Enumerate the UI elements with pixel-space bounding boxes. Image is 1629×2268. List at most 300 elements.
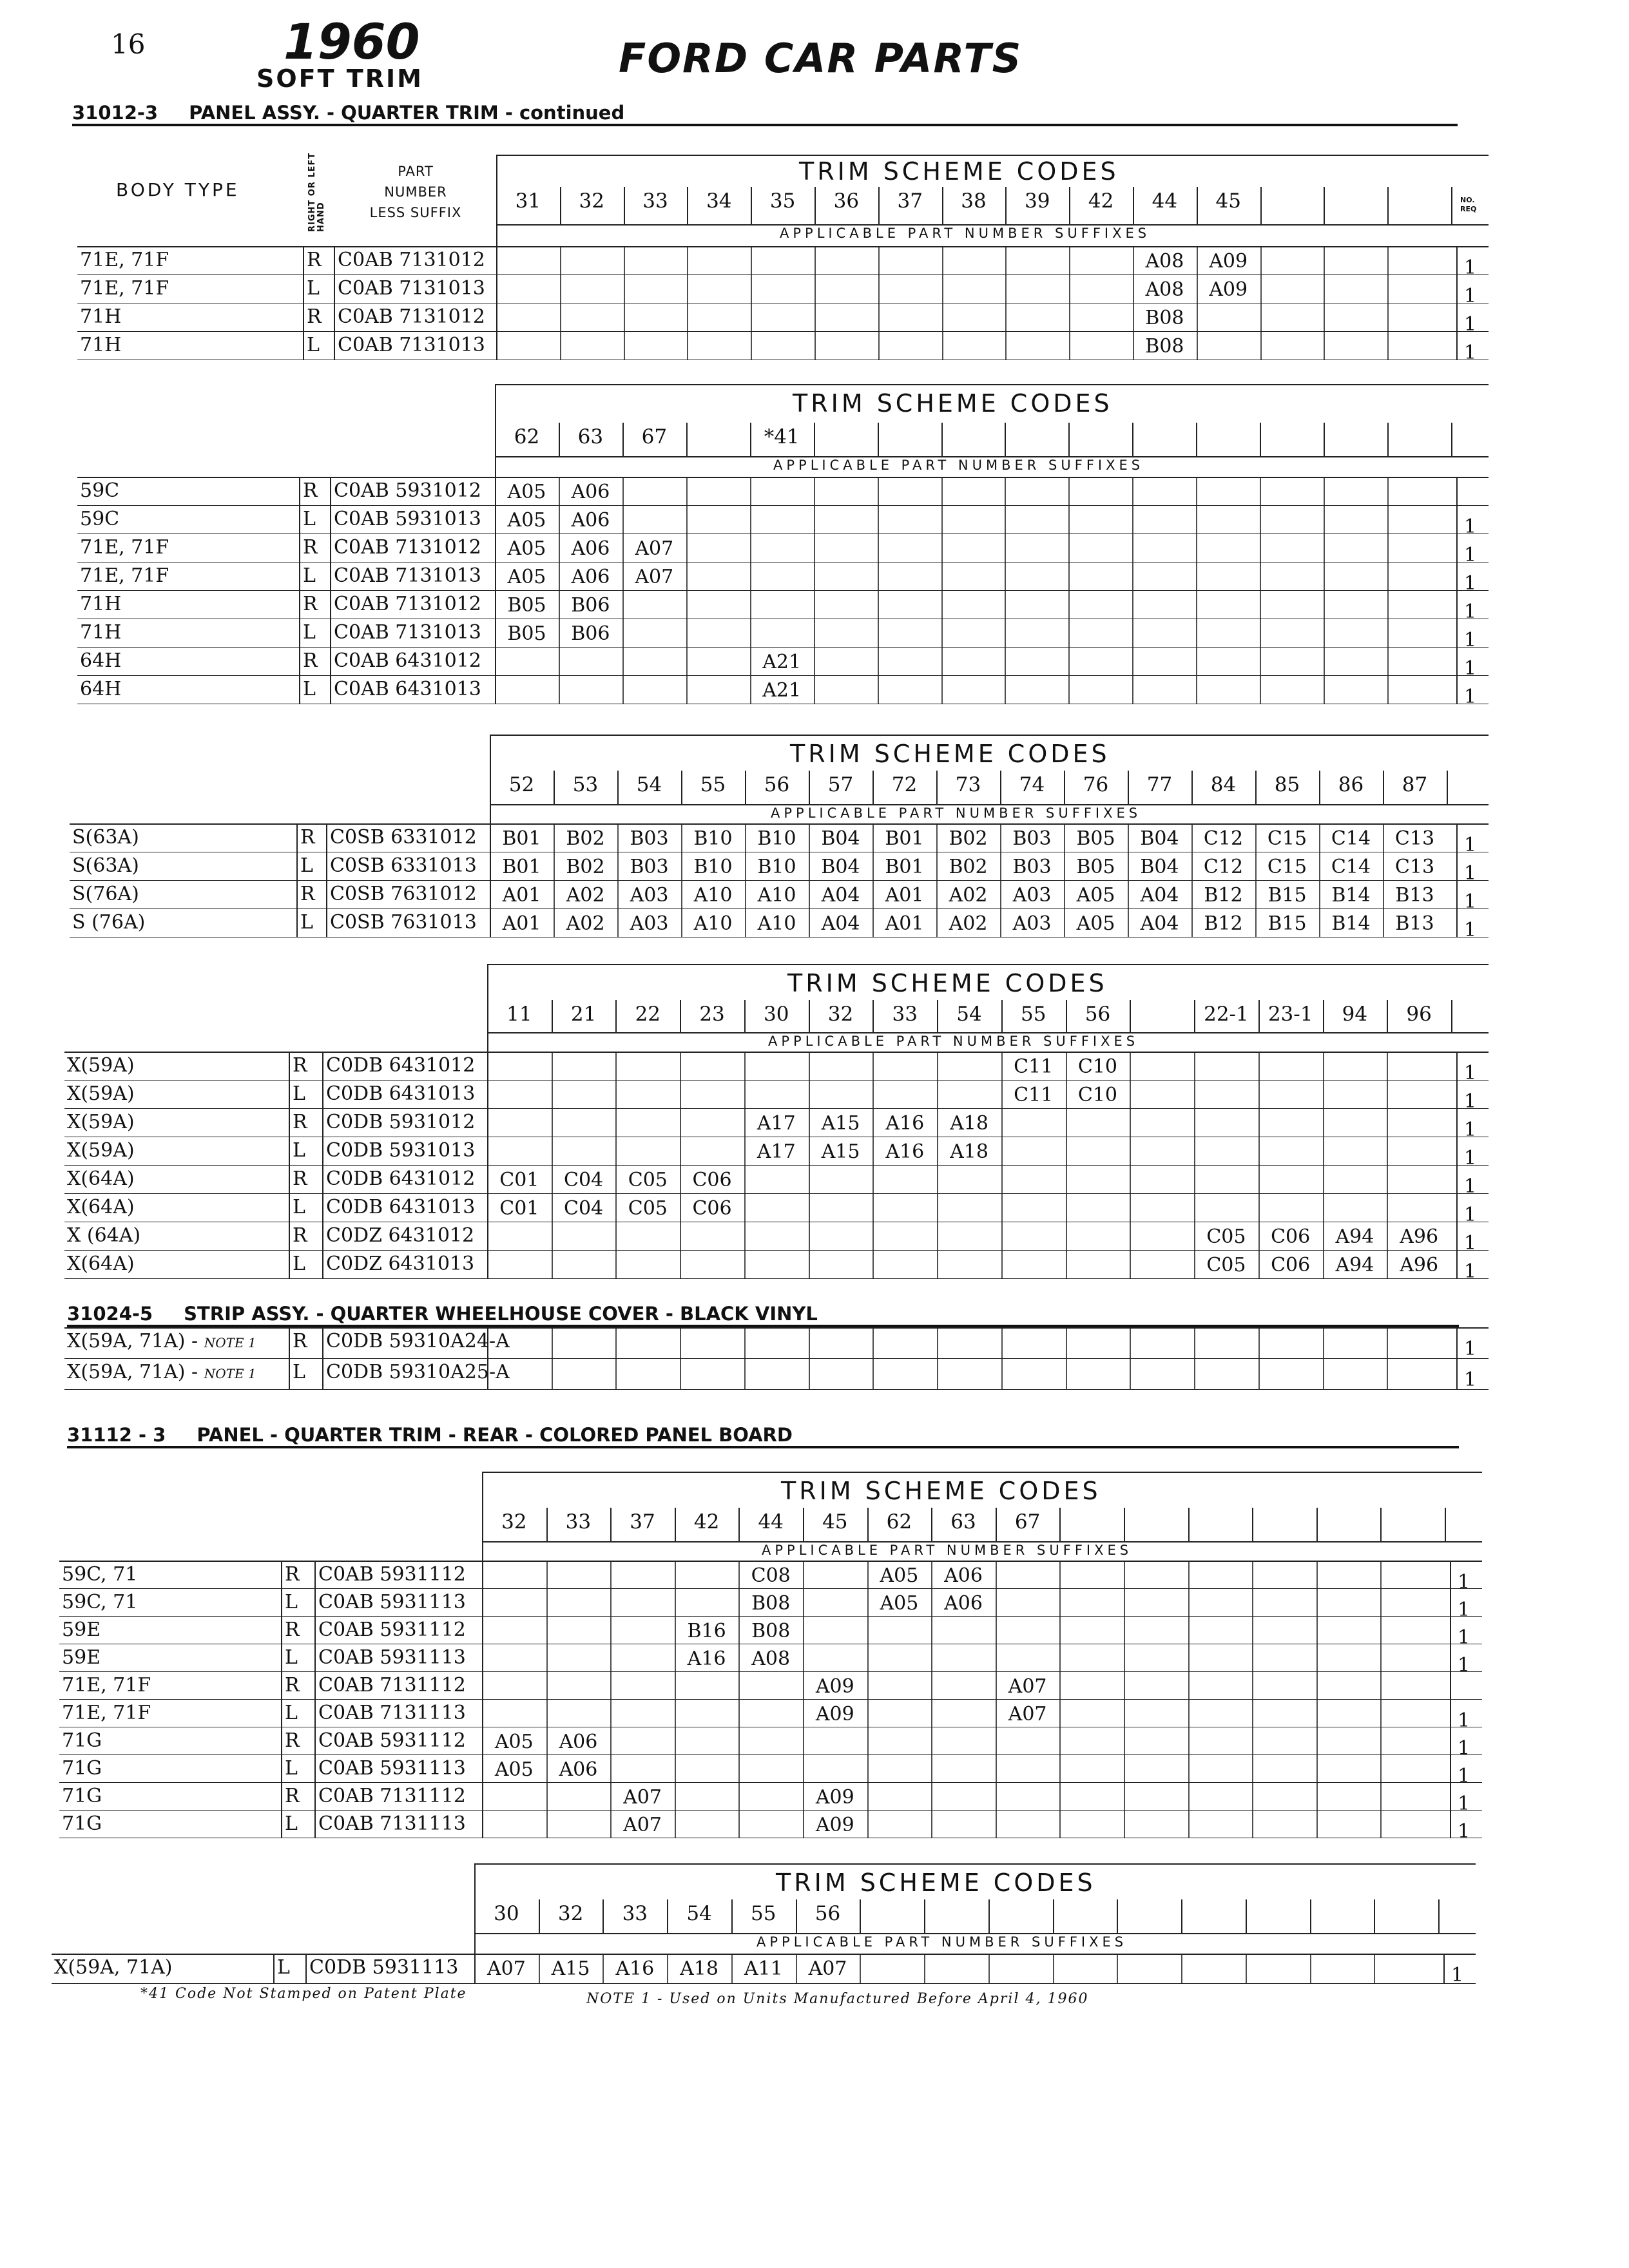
body-type-cell: 71G (62, 1812, 102, 1835)
header-top-rule (482, 1472, 1482, 1473)
qty-cell: 1 (1464, 629, 1477, 651)
code-divider (1451, 423, 1452, 456)
qty-cell: 1 (1464, 1260, 1477, 1283)
row-rule (77, 647, 1489, 648)
body-type-cell: X(59A) (67, 1082, 135, 1105)
qty-cell: 1 (1458, 1626, 1470, 1649)
suffix-cell: C14 (1331, 827, 1371, 850)
part-number-cell: C0AB 6431013 (334, 678, 481, 700)
note-ref: NOTE 1 (204, 1335, 256, 1350)
row-rule (77, 590, 1489, 591)
row-rule (64, 1250, 1489, 1251)
qty-cell: 1 (1464, 1062, 1477, 1084)
suffix-cell: B06 (571, 594, 610, 617)
suffix-cell: A09 (1209, 250, 1248, 273)
body-type-cell: X(64A) (67, 1253, 135, 1275)
qty-cell: 1 (1458, 1765, 1470, 1787)
code-divider (1451, 1000, 1452, 1032)
trim-code: 96 (1406, 1003, 1432, 1026)
suffix-cell: A07 (635, 566, 674, 588)
code-divider (1196, 423, 1197, 456)
suffix-cell: C06 (692, 1197, 732, 1220)
trim-scheme-codes-label: TRIM SCHEME CODES (787, 969, 1108, 997)
hand-cell: R (303, 536, 318, 559)
qty-cell: 1 (1458, 1599, 1470, 1621)
suffix-cell: B01 (502, 827, 541, 850)
part-number-cell: C0DZ 6431012 (326, 1224, 475, 1247)
suffix-cell: A03 (630, 912, 669, 935)
trim-scheme-codes-label: TRIM SCHEME CODES (793, 389, 1113, 418)
trim-code: 86 (1338, 773, 1364, 796)
part-number-cell: C0AB 5931112 (318, 1619, 466, 1641)
part-number-cell: C0DB 59310A25-A (326, 1361, 510, 1383)
suffix-cell: A15 (821, 1112, 860, 1135)
suffix-cell: C05 (628, 1197, 668, 1220)
trim-code: 62 (514, 425, 540, 448)
body-type-cell: X(64A) (67, 1196, 135, 1218)
qty-cell: 1 (1464, 1090, 1477, 1113)
section-number: 31024-5 (67, 1303, 153, 1325)
footnote-note-1: NOTE 1 - Used on Units Manufactured Before April 4, 1960 (586, 1991, 1089, 2007)
suffix-cell: C08 (751, 1564, 791, 1587)
body-type-cell: 59C (80, 508, 120, 530)
hand-cell: L (307, 334, 320, 356)
suffix-cell: C13 (1394, 827, 1435, 850)
qty-cell: 1 (1464, 686, 1477, 708)
trim-code: 42 (1088, 189, 1114, 213)
part-number-cell: C0DB 6431012 (326, 1168, 476, 1190)
qty-cell: 1 (1458, 1737, 1470, 1760)
trim-code: 55 (700, 773, 726, 796)
suffix-cell: B08 (751, 1592, 791, 1615)
trim-scheme-codes-label: TRIM SCHEME CODES (776, 1869, 1096, 1897)
suffix-cell: B03 (1012, 856, 1052, 878)
row-rule (77, 533, 1489, 534)
trim-code: 37 (897, 189, 923, 213)
section-number: 31012-3 (72, 102, 159, 124)
grid-col-rule (988, 1954, 990, 1983)
trim-code: 32 (557, 1902, 584, 1925)
suffix-cell: A11 (744, 1957, 783, 1980)
suffix-cell: A09 (815, 1786, 854, 1809)
suffix-cell: A94 (1335, 1254, 1374, 1276)
part-number-header (342, 161, 490, 223)
trim-code: 56 (764, 773, 790, 796)
suffix-cell: B02 (949, 827, 988, 850)
rows-top-rule (70, 823, 1489, 825)
suffix-cell: B04 (1140, 827, 1179, 850)
row-rule (64, 1358, 1489, 1359)
part-number-cell: C0DB 6431013 (326, 1082, 476, 1105)
part-number-cell: C0SB 7631012 (330, 883, 477, 905)
note-ref: NOTE 1 (204, 1366, 256, 1381)
suffix-cell: C05 (1206, 1254, 1246, 1276)
body-type-cell: X(59A) (67, 1111, 135, 1133)
body-type-cell: X(59A, 71A) - NOTE 1 (67, 1361, 256, 1383)
code-divider (1005, 423, 1006, 456)
section-text: STRIP ASSY. - QUARTER WHEELHOUSE COVER - BLACK VINYL (184, 1303, 818, 1325)
hand-cell: L (293, 1196, 305, 1218)
qty-cell: 1 (1464, 515, 1477, 538)
suffix-cell: A04 (821, 884, 860, 907)
body-type-cell: 71H (80, 593, 122, 615)
suffix-cell: B03 (1012, 827, 1052, 850)
suffix-cell: A07 (808, 1957, 847, 1980)
part-number-cell: C0AB 7131113 (318, 1812, 466, 1835)
suffix-cell: B01 (502, 856, 541, 878)
code-divider (1451, 187, 1452, 224)
trim-code: 55 (1020, 1003, 1046, 1026)
trim-code: 21 (570, 1003, 597, 1026)
suffix-cell: C01 (499, 1169, 539, 1191)
suffix-cell: B05 (507, 622, 546, 645)
suffix-cell: A16 (885, 1112, 925, 1135)
suffix-cell: A06 (571, 481, 610, 503)
part-number-cell: C0AB 7131113 (318, 1702, 466, 1724)
suffix-cell: B05 (507, 594, 546, 617)
trim-code: 22 (635, 1003, 661, 1026)
section-heading-31112 (67, 1424, 793, 1446)
body-type-cell: X (64A) (67, 1224, 141, 1247)
hand-cell: R (300, 826, 315, 849)
body-type-cell: X(64A) (67, 1168, 135, 1190)
suffix-cell: A05 (1076, 912, 1115, 935)
trim-code: 11 (506, 1003, 532, 1026)
row-rule (64, 1165, 1489, 1166)
part-number-cell: C0AB 7131012 (338, 249, 485, 271)
section-rule (67, 1325, 1459, 1327)
hand-cell: L (293, 1253, 305, 1275)
qty-cell: 1 (1464, 601, 1477, 623)
part-number-cell: C0AB 5931013 (334, 508, 481, 530)
header-top-rule (495, 384, 1489, 385)
suffix-cell: A05 (880, 1592, 919, 1615)
body-type-cell: 71E, 71F (80, 536, 169, 559)
hand-cell: L (303, 564, 316, 587)
applicable-suffixes-label: APPLICABLE PART NUMBER SUFFIXES (757, 1934, 1128, 1950)
hand-cell: R (285, 1563, 300, 1586)
rows-top-rule (59, 1561, 1482, 1562)
qty-cell: 1 (1464, 341, 1477, 364)
hand-cell: L (300, 854, 313, 877)
suffix-cell: C01 (499, 1197, 539, 1220)
suffix-cell: A09 (815, 1814, 854, 1836)
suffix-cell: A04 (1140, 912, 1179, 935)
qty-cell: 1 (1464, 919, 1477, 941)
rows-top-rule (77, 477, 1489, 478)
row-rule (70, 880, 1489, 881)
part-number-cell: C0AB 7131013 (334, 621, 481, 644)
suffix-cell: C06 (1271, 1225, 1311, 1248)
trim-scheme-codes-label: TRIM SCHEME CODES (790, 740, 1110, 768)
suffix-cell: A02 (566, 912, 605, 935)
body-type-cell: 71E, 71F (62, 1674, 151, 1696)
code-divider (1316, 1508, 1318, 1541)
section-text: PANEL - QUARTER TRIM - REAR - COLORED PANEL BOARD (197, 1424, 793, 1446)
part-number-cell: C0DB 5931113 (309, 1956, 459, 1979)
applicable-suffixes-label: APPLICABLE PART NUMBER SUFFIXES (762, 1542, 1133, 1558)
part-number-cell: C0AB 5931113 (318, 1591, 466, 1613)
footnote-41-code: *41 Code Not Stamped on Patent Plate (140, 1986, 467, 2002)
code-divider (1059, 1508, 1061, 1541)
trim-code: 35 (769, 189, 796, 213)
code-divider (1447, 771, 1448, 804)
trim-code: 45 (822, 1510, 848, 1533)
suffix-cell: B15 (1268, 884, 1307, 907)
hand-cell: L (300, 911, 313, 934)
part-number-cell: C0AB 6431012 (334, 649, 481, 672)
section-rule (67, 1446, 1459, 1448)
suffix-cell: C10 (1077, 1055, 1118, 1078)
suffix-cell: A05 (494, 1731, 534, 1753)
body-type-cell: 59C, 71 (62, 1563, 138, 1586)
rows-top-rule (77, 246, 1489, 247)
code-divider (1252, 1508, 1253, 1541)
suffix-cell: B02 (566, 827, 605, 850)
suffix-cell: A10 (693, 912, 733, 935)
grid-col-rule (1246, 1954, 1247, 1983)
suffix-cell: B12 (1204, 912, 1243, 935)
suffix-cell: A21 (762, 679, 802, 702)
suffix-cell: A96 (1400, 1225, 1439, 1248)
suffix-cell: A02 (566, 884, 605, 907)
suffix-cell: A18 (950, 1112, 988, 1135)
suffix-cell: A03 (630, 884, 669, 907)
section-heading-31012 (72, 102, 624, 124)
suffix-cell: B13 (1395, 912, 1434, 935)
less-suffix-label: LESS SUFFIX (369, 205, 462, 220)
hand-cell: R (293, 1111, 307, 1133)
code-divider (1324, 187, 1325, 224)
qty-cell: 1 (1464, 1232, 1477, 1254)
qty-cell: 1 (1464, 285, 1477, 307)
body-type-cell: X(59A) (67, 1054, 135, 1077)
row-rule (64, 1193, 1489, 1194)
qty-cell: 1 (1464, 1338, 1477, 1360)
rows-top-rule (64, 1052, 1489, 1053)
section-heading-31024 (67, 1303, 818, 1325)
code-divider (1188, 1508, 1190, 1541)
suffix-cell: C11 (1014, 1084, 1054, 1106)
suffix-cell: B15 (1268, 912, 1307, 935)
row-rule (59, 1588, 1482, 1589)
qty-cell: 1 (1458, 1654, 1470, 1677)
row-rule (52, 1983, 1476, 1984)
suffix-cell: C12 (1203, 827, 1244, 850)
qty-cell: 1 (1464, 1147, 1477, 1169)
qty-cell: 1 (1464, 657, 1477, 680)
hand-cell: L (307, 277, 320, 300)
body-type-cell: 71G (62, 1757, 102, 1780)
row-rule (59, 1782, 1482, 1783)
hand-cell: R (285, 1674, 300, 1696)
suffix-cell: A16 (615, 1957, 655, 1980)
suffix-cell: A06 (559, 1731, 598, 1753)
suffix-cell: B05 (1076, 827, 1115, 850)
section-number: 31112 - 3 (67, 1424, 166, 1446)
trim-code: 67 (1014, 1510, 1041, 1533)
code-divider (1374, 1899, 1375, 1933)
row-rule (77, 675, 1489, 676)
trim-code: 44 (758, 1510, 784, 1533)
number-label: NUMBER (384, 184, 447, 200)
qty-cell: 1 (1458, 1709, 1470, 1732)
row-rule (64, 1278, 1489, 1279)
part-number-cell: C0AB 5931112 (318, 1729, 466, 1752)
suffix-cell: A09 (815, 1703, 854, 1725)
trim-code: 67 (641, 425, 668, 448)
qty-cell: 1 (1458, 1571, 1470, 1593)
suffix-cell: A07 (635, 537, 674, 560)
rows-top-rule (52, 1954, 1476, 1955)
trim-code: 39 (1025, 189, 1050, 213)
section-text: PANEL ASSY. - QUARTER TRIM - continued (189, 102, 625, 124)
suffix-cell: B08 (1145, 307, 1184, 329)
body-type-cell: 59E (62, 1619, 101, 1641)
soft-trim-heading: SOFT TRIM (256, 64, 423, 93)
suffix-cell: A16 (885, 1140, 925, 1163)
body-type-cell: 71H (80, 334, 122, 356)
qty-cell: 1 (1464, 1175, 1477, 1198)
suffix-cell: B03 (630, 856, 669, 878)
hand-cell: L (293, 1139, 305, 1162)
applicable-suffixes-label: APPLICABLE PART NUMBER SUFFIXES (773, 457, 1144, 473)
suffix-cell: C04 (564, 1169, 604, 1191)
qty-cell: 1 (1464, 1119, 1477, 1141)
code-divider (1445, 1508, 1446, 1541)
suffix-cell: C05 (628, 1169, 668, 1191)
row-rule (59, 1699, 1482, 1700)
code-divider (860, 1899, 861, 1933)
hand-cell: R (293, 1168, 307, 1190)
part-col-rule (305, 1954, 307, 1983)
trim-code: 54 (636, 773, 662, 796)
suffix-cell: C06 (1271, 1254, 1311, 1276)
header-top-rule (487, 964, 1489, 965)
body-type-cell: 71H (80, 305, 122, 328)
trim-code: 33 (892, 1003, 918, 1026)
code-divider (1124, 1508, 1125, 1541)
body-type-cell: 59E (62, 1646, 101, 1669)
suffix-cell: A96 (1400, 1254, 1439, 1276)
hand-cell: L (303, 621, 316, 644)
suffix-cell: A21 (762, 651, 802, 673)
suffix-cell: A03 (1012, 884, 1052, 907)
trim-code: 34 (706, 189, 732, 213)
qty-cell: 1 (1464, 1369, 1477, 1391)
trim-code: 23 (699, 1003, 725, 1026)
part-number-cell: C0SB 6331012 (330, 826, 477, 849)
trim-code: 44 (1152, 189, 1178, 213)
trim-code: 94 (1342, 1003, 1368, 1026)
grid-col-rule (1053, 1954, 1054, 1983)
part-number-cell: C0AB 7131013 (338, 277, 485, 300)
suffix-cell: A10 (757, 912, 796, 935)
body-type-cell: 59C (80, 479, 120, 502)
qty-cell: 1 (1464, 572, 1477, 595)
trim-code: 38 (961, 189, 987, 213)
suffix-cell: A01 (502, 884, 541, 907)
suffix-cell: A10 (757, 884, 796, 907)
code-divider (1387, 187, 1389, 224)
year-heading: 1960 (284, 13, 420, 70)
trim-code: 30 (494, 1902, 519, 1925)
hand-cell: R (285, 1729, 300, 1752)
suffix-cell: A04 (1140, 884, 1179, 907)
trim-code: 55 (751, 1902, 776, 1925)
header-top-rule (496, 155, 1489, 156)
header-top-rule (474, 1863, 1476, 1865)
trim-code: 62 (886, 1510, 912, 1533)
trim-code: 45 (1215, 189, 1241, 213)
suffix-cell: B05 (1076, 856, 1115, 878)
suffix-cell: B02 (949, 856, 988, 878)
body-type-cell: 71G (62, 1785, 102, 1807)
row-rule (77, 331, 1489, 332)
suffix-cell: A07 (623, 1814, 662, 1836)
row-rule (59, 1754, 1482, 1755)
suffix-cell: A06 (571, 566, 610, 588)
suffix-cell: C11 (1014, 1055, 1054, 1078)
hand-cell: L (285, 1702, 298, 1724)
suffix-cell: A17 (757, 1112, 796, 1135)
part-label: PART (398, 164, 434, 179)
code-divider (1310, 1899, 1311, 1933)
qty-cell: 1 (1464, 834, 1477, 856)
no-req-header (1460, 196, 1476, 214)
part-number-cell: C0AB 7131012 (338, 305, 485, 328)
body-type-cell: 64H (80, 649, 122, 672)
trim-code: 63 (950, 1510, 976, 1533)
suffix-cell: B06 (571, 622, 610, 645)
part-number-cell: C0SB 7631013 (330, 911, 477, 934)
suffix-cell: C13 (1394, 856, 1435, 878)
suffix-cell: A07 (1008, 1675, 1047, 1698)
code-divider (1324, 423, 1325, 456)
page-number: 16 (111, 28, 146, 60)
hand-cell: L (285, 1812, 298, 1835)
part-number-cell: C0AB 5931112 (318, 1563, 466, 1586)
suffix-cell: C12 (1203, 856, 1244, 878)
suffix-cell: A09 (815, 1675, 854, 1698)
trim-code: 23-1 (1268, 1003, 1313, 1026)
code-divider (1260, 423, 1261, 456)
hand-cell: R (293, 1224, 307, 1247)
trim-scheme-codes-label: TRIM SCHEME CODES (799, 157, 1119, 186)
trim-code: 87 (1402, 773, 1428, 796)
row-rule (77, 274, 1489, 275)
hand-cell: L (285, 1646, 298, 1669)
suffix-cell: A18 (950, 1140, 988, 1163)
hand-cell: R (303, 593, 318, 615)
row-rule (77, 505, 1489, 506)
suffix-cell: A16 (687, 1648, 726, 1670)
suffix-cell: A01 (502, 912, 541, 935)
hand-cell: R (285, 1785, 300, 1807)
qty-cell: 1 (1464, 256, 1477, 279)
grid-col-rule (860, 1954, 861, 1983)
trim-code: 54 (956, 1003, 982, 1026)
suffix-cell: A06 (571, 509, 610, 532)
suffix-cell: C14 (1331, 856, 1371, 878)
trim-code: 77 (1146, 773, 1173, 796)
qty-cell: 1 (1451, 1964, 1464, 1986)
qty-cell: 1 (1464, 890, 1477, 913)
suffix-cell: B13 (1395, 884, 1434, 907)
code-divider (1181, 1899, 1182, 1933)
applicable-suffixes-label: APPLICABLE PART NUMBER SUFFIXES (768, 1033, 1139, 1049)
hand-cell: R (303, 479, 318, 502)
